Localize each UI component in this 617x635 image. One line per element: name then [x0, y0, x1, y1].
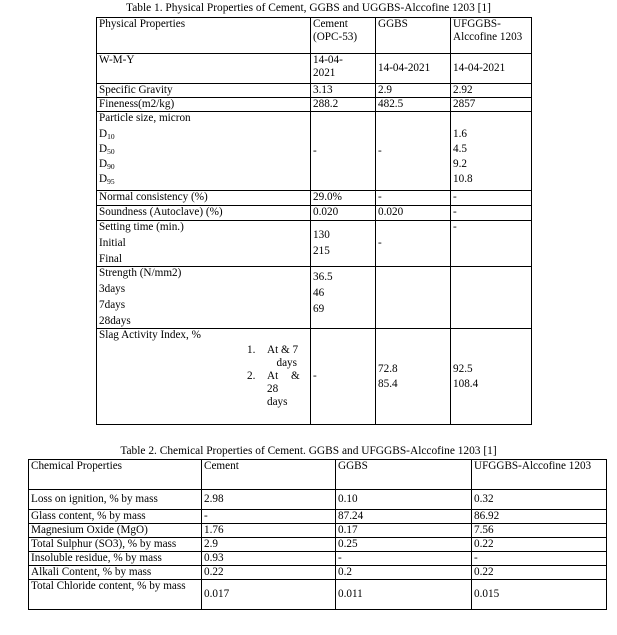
table-cell: 0.2: [336, 566, 472, 580]
table-cell: 0.017: [202, 580, 336, 610]
table-cell: 0.17: [336, 524, 472, 538]
row-label: Particle size, micron D10 D50 D90 D95: [97, 112, 311, 191]
row-label: Slag Activity Index, % 1. At & 7 days 2. At & 28 days: [97, 329, 311, 425]
table-cell: [376, 267, 451, 329]
list-item: 1. At & 7 days: [247, 344, 299, 369]
table-cell: 36.5 46 69: [311, 267, 376, 329]
row-label: Setting time (min.) Initial Final: [97, 221, 311, 267]
table-row: [29, 490, 607, 510]
row-label: Total Chloride content, % by mass: [29, 580, 202, 610]
table-row: [29, 460, 607, 490]
table-cell: 1.76: [202, 524, 336, 538]
table-cell: 2.9: [202, 538, 336, 552]
table-cell: -: [451, 221, 532, 267]
table-row: [97, 206, 532, 221]
table1-caption: Table 1. Physical Properties of Cement, GGBS and UGGBS-Alccofine 1203 [1]: [126, 2, 491, 14]
table-cell: 14-04-2021: [376, 54, 451, 84]
table-cell: -: [376, 112, 451, 191]
table-cell: 86.92: [472, 510, 607, 524]
table-cell: 0.015: [472, 580, 607, 610]
table-cell: 288.2: [311, 98, 376, 112]
row-label: Total Sulphur (SO3), % by mass: [29, 538, 202, 552]
table-cell: 0.22: [202, 566, 336, 580]
table-row: [97, 112, 532, 191]
row-label: Alkali Content, % by mass: [29, 566, 202, 580]
table2-caption: Table 2. Chemical Properties of Cement. GGBS and UFGGBS-Alccofine 1203 [1]: [120, 445, 497, 457]
header-cell: UFGGBS-Alccofine 1203: [472, 460, 607, 490]
table-row: [97, 191, 532, 206]
row-label: Strength (N/mm2) 3days 7days 28days: [97, 267, 311, 329]
chemical-properties-table: [28, 459, 607, 610]
row-label: Glass content, % by mass: [29, 510, 202, 524]
table-cell: 92.5 108.4: [451, 329, 532, 425]
header-cell: Cement (OPC-53): [311, 18, 376, 54]
row-label: Soundness (Autoclave) (%): [97, 206, 311, 221]
table-row: [29, 580, 607, 610]
table-cell: -: [451, 206, 532, 221]
table-cell: 0.020: [376, 206, 451, 221]
table-cell: 0.10: [336, 490, 472, 510]
header-cell: GGBS: [376, 18, 451, 54]
table-row: [97, 84, 532, 98]
table-cell: -: [311, 329, 376, 425]
table-cell: 87.24: [336, 510, 472, 524]
table-cell: 14-04-2021: [451, 54, 532, 84]
header-cell: Cement: [202, 460, 336, 490]
table-row: [97, 18, 532, 54]
table-row: [29, 538, 607, 552]
table-cell: 3.13: [311, 84, 376, 98]
table-cell: 0.32: [472, 490, 607, 510]
table-row: [97, 221, 532, 267]
row-label: Magnesium Oxide (MgO): [29, 524, 202, 538]
table-row: [29, 566, 607, 580]
table-row: [29, 510, 607, 524]
table-row: [97, 98, 532, 112]
row-label: Fineness(m2/kg): [97, 98, 311, 112]
table-cell: 29.0%: [311, 191, 376, 206]
table-row: [97, 267, 532, 329]
table-cell: -: [202, 510, 336, 524]
header-cell: Physical Properties: [97, 18, 311, 54]
header-cell: UFGGBS- Alccofine 1203: [451, 18, 532, 54]
table-cell: 72.8 85.4: [376, 329, 451, 425]
table-cell: -: [376, 191, 451, 206]
table-cell: -: [311, 112, 376, 191]
row-label: Normal consistency (%): [97, 191, 311, 206]
table-cell: -: [451, 191, 532, 206]
table-cell: 130 215: [311, 221, 376, 267]
table-cell: 2.98: [202, 490, 336, 510]
table-cell: 0.020: [311, 206, 376, 221]
table-cell: 0.25: [336, 538, 472, 552]
table-cell: 2857: [451, 98, 532, 112]
row-label: Specific Gravity: [97, 84, 311, 98]
table-row: [29, 552, 607, 566]
table-cell: 7.56: [472, 524, 607, 538]
row-label: Loss on ignition, % by mass: [29, 490, 202, 510]
row-label: Insoluble residue, % by mass: [29, 552, 202, 566]
table-cell: 482.5: [376, 98, 451, 112]
list-item: 2. At & 28 days: [247, 370, 300, 408]
table-cell: 0.22: [472, 566, 607, 580]
row-label: W-M-Y: [97, 54, 311, 84]
header-cell: GGBS: [336, 460, 472, 490]
physical-properties-table: [96, 17, 532, 425]
table-cell: -: [336, 552, 472, 566]
table-cell: 2.9: [376, 84, 451, 98]
table-row: [29, 524, 607, 538]
table-cell: 2.92: [451, 84, 532, 98]
header-cell: Chemical Properties: [29, 460, 202, 490]
table-cell: -: [376, 221, 451, 267]
table-cell: 0.22: [472, 538, 607, 552]
table-row: [97, 329, 532, 425]
table-cell: -: [472, 552, 607, 566]
table-cell: 0.93: [202, 552, 336, 566]
table-cell: 1.6 4.5 9.2 10.8: [451, 112, 532, 191]
table-cell: 0.011: [336, 580, 472, 610]
table-row: [97, 54, 532, 84]
table-cell: [451, 267, 532, 329]
table-cell: 14-04- 2021: [311, 54, 376, 84]
